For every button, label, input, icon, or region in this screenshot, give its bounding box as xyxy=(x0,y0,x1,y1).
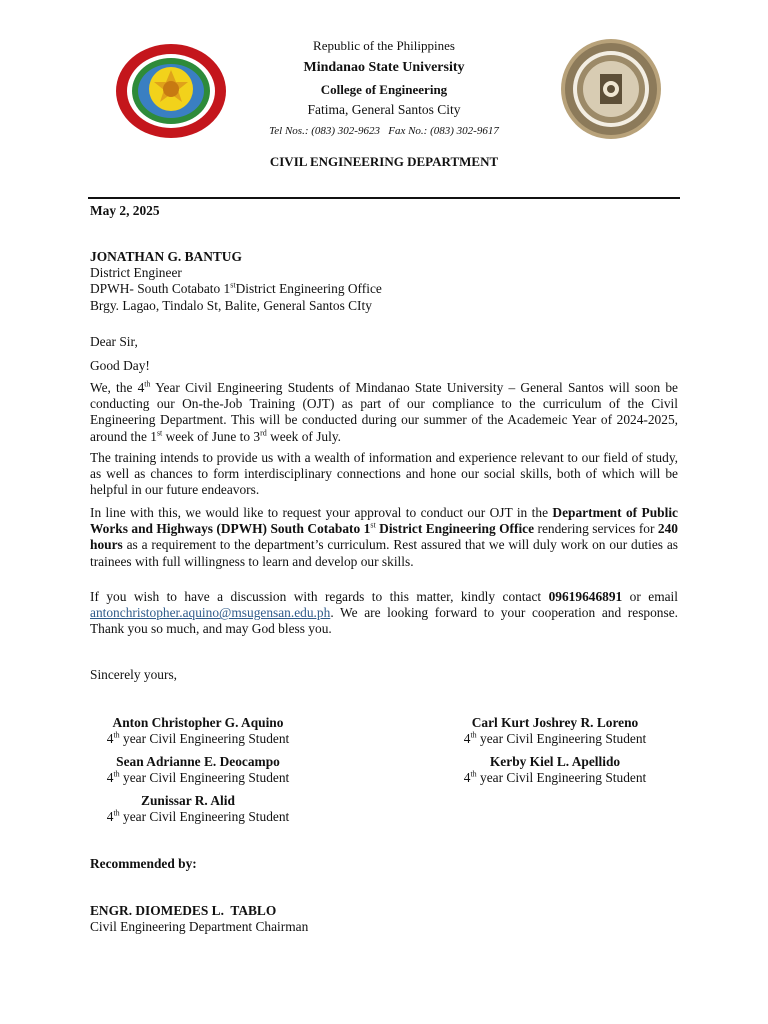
signatory-year-sup: th xyxy=(113,808,120,818)
p3-bold-office: District Engineering Office xyxy=(375,521,535,537)
p4-text-b: or email xyxy=(622,589,679,604)
college-engineering-seal-logo xyxy=(560,38,662,140)
recommended-by-label: Recommended by: xyxy=(90,856,197,871)
p1-sup-1: th xyxy=(144,379,151,389)
paragraph-2: The training intends to provide us with a wealth of information and experience relevant to our field of study, as well as chances to form interdisciplinary connections and hone our social skills, both of which will be helpful in our future endeavors. xyxy=(90,450,678,498)
p3-text-c: as a requirement to the department’s curriculum. Rest assured that we will duly work on our duties as trainees with full willingness to learn and develop our skills. xyxy=(90,537,678,569)
signatory-3 xyxy=(80,754,316,786)
p4-text-a: If you wish to have a discussion with regards to this matter, kindly contact xyxy=(90,589,549,604)
signatory-role-text: year Civil Engineering Student xyxy=(119,731,290,746)
p3-text-b: rendering services for xyxy=(534,521,658,537)
signatory-role-text: year Civil Engineering Student xyxy=(476,731,647,746)
recipient-address: Brgy. Lagao, Tindalo St, Balite, General Santos CIty xyxy=(90,297,372,313)
signatory-role-text: year Civil Engineering Student xyxy=(119,770,290,785)
recipient-title: District Engineer xyxy=(90,265,182,281)
signatory-role xyxy=(80,770,316,786)
signatory-year-sup: th xyxy=(113,769,120,779)
paragraph-3 xyxy=(90,505,678,570)
signatory-4 xyxy=(437,754,673,786)
signatory-2 xyxy=(437,715,673,747)
signatory-role xyxy=(70,809,306,825)
signatory-1 xyxy=(80,715,316,747)
paragraph-4 xyxy=(90,589,678,638)
recipient-block xyxy=(90,249,650,314)
header-college: College of Engineering xyxy=(320,82,448,97)
msu-seal-logo xyxy=(114,42,228,140)
header-country: Republic of the Philippines xyxy=(313,38,455,53)
p3-sup: st xyxy=(370,520,376,530)
signatory-year: 4 xyxy=(106,809,114,824)
signatory-role xyxy=(80,731,316,747)
header-divider xyxy=(88,197,680,199)
signatory-year-sup: th xyxy=(113,730,120,740)
signatory-year: 4 xyxy=(106,731,114,746)
p3-text-a: In line with this, we would like to request your approval to conduct our OJT in the xyxy=(90,505,553,520)
signatory-year-sup: th xyxy=(470,769,477,779)
greeting: Good Day! xyxy=(90,358,150,373)
signatory-name: Sean Adrianne E. Deocampo xyxy=(116,754,280,769)
signatory-5 xyxy=(70,793,306,825)
signatory-name: Anton Christopher G. Aquino xyxy=(112,715,284,730)
signatory-role xyxy=(437,770,673,786)
recommender-name: ENGR. DIOMEDES L. TABLO xyxy=(90,903,277,918)
p1-text-b: Year Civil Engineering Students of Mindanao State University – General Santos will soon be conducting our On-the-Job Training (OJT) as part of our compliance to the curriculum of the Civil Engineering Department. This will be conducted during our summer of the Academeic Year of 2024-2025, around the 1 xyxy=(90,380,678,444)
p1-text-a: We, the 4 xyxy=(90,380,145,395)
p1-sup-2: st xyxy=(156,428,163,438)
p1-text-c: week of June to 3 xyxy=(162,428,261,444)
recipient-name: JONATHAN G. BANTUG xyxy=(90,249,242,264)
signatory-year: 4 xyxy=(106,770,114,785)
p4-text-c: . We are looking forward to your cooperation and response. Thank you so much, and may God bless you. xyxy=(90,605,678,637)
p3-bold-hours: 240 hours xyxy=(90,521,678,553)
signatory-year: 4 xyxy=(463,731,471,746)
signatory-role xyxy=(437,731,673,747)
letter-date: May 2, 2025 xyxy=(90,203,160,218)
recipient-office-rest: District Engineering Office xyxy=(235,281,382,297)
p3-bold-dpwh: Department of Public Works and Highways (DPWH) South Cotabato 1 xyxy=(90,505,678,537)
signatory-name: Zunissar R. Alid xyxy=(141,793,235,808)
header-department: CIVIL ENGINEERING DEPARTMENT xyxy=(269,154,499,169)
signatory-year: 4 xyxy=(463,770,471,785)
recipient-office-sup: st xyxy=(230,280,236,290)
closing: Sincerely yours, xyxy=(90,667,178,682)
signatory-role-text: year Civil Engineering Student xyxy=(119,809,290,824)
contact-email-link[interactable]: antonchristopher.aquino@msugensan.edu.ph xyxy=(90,605,331,621)
header-location: Fatima, General Santos City xyxy=(307,102,461,117)
p1-sup-3: rd xyxy=(260,428,267,438)
salutation: Dear Sir, xyxy=(90,334,138,349)
header-contact: Tel Nos.: (083) 302-9623 Fax No.: (083) 302-9617 xyxy=(269,125,499,137)
signatory-role-text: year Civil Engineering Student xyxy=(476,770,647,785)
signatory-name: Kerby Kiel L. Apellido xyxy=(489,754,621,769)
recipient-office xyxy=(90,281,650,297)
signatory-year-sup: th xyxy=(470,730,477,740)
recipient-office-text: DPWH- South Cotabato 1 xyxy=(90,281,231,297)
contact-phone: 09619646891 xyxy=(548,589,623,604)
header-university: Mindanao State University xyxy=(303,60,465,75)
recommender-title: Civil Engineering Department Chairman xyxy=(90,919,309,934)
signatory-name: Carl Kurt Joshrey R. Loreno xyxy=(471,715,639,730)
p1-text-d: week of July. xyxy=(266,428,342,444)
paragraph-1 xyxy=(90,380,678,445)
